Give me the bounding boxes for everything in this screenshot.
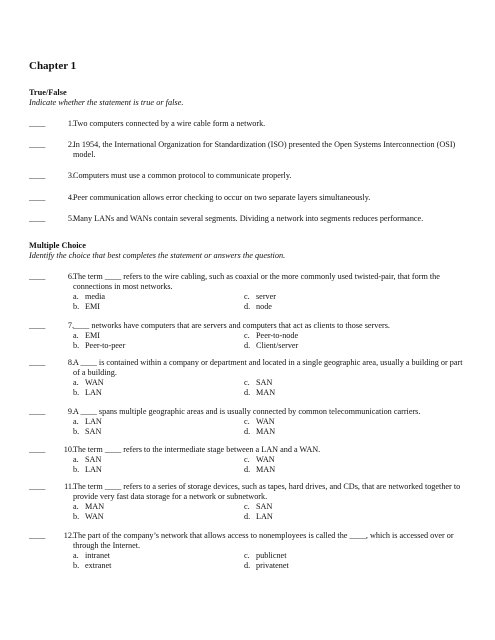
question-number: 6. (67, 272, 74, 281)
question-text: The term ____ refers to the intermediate stage between a LAN and a WAN. (73, 445, 321, 454)
choice-b[interactable]: b. Peer-to-peer (73, 341, 126, 350)
question-text: Many LANs and WANs contain several segments. Dividing a network into segments reduces performance. (73, 214, 424, 223)
answer-blank[interactable]: ____ (29, 358, 46, 367)
answer-blank[interactable]: ____ (29, 482, 46, 491)
question-text: In 1954, the International Organization for Standardization (ISO) presented the Open Systems Interconnection (OSI) model. (73, 140, 456, 159)
answer-blank[interactable]: ____ (29, 407, 46, 416)
choice-c[interactable]: c. publicnet (244, 551, 287, 560)
question-text: The term ____ refers to the wire cabling, such as coaxial or the more commonly used twisted-pair, that form the connections in most networks. (73, 272, 440, 291)
answer-blank[interactable]: ____ (29, 272, 46, 281)
answer-blank[interactable]: ____ (29, 531, 46, 540)
answer-blank[interactable]: ____ (29, 214, 46, 223)
question-text: Peer communication allows error checking to occur on two separate layers simultaneously. (73, 193, 371, 202)
choice-b[interactable]: b. EMI (73, 302, 101, 311)
question-number: 8. (67, 358, 74, 367)
answer-blank[interactable]: ____ (29, 193, 46, 202)
choice-b[interactable]: b. SAN (73, 427, 102, 436)
choice-d[interactable]: d. MAN (244, 427, 276, 436)
mc-section-title: Multiple Choice (29, 241, 86, 250)
question-text: ____ networks have computers that are servers and computers that act as clients to those servers. (73, 321, 390, 330)
question-number: 7. (67, 321, 74, 330)
choice-b[interactable]: b. extranet (73, 561, 112, 570)
choice-c[interactable]: c. WAN (244, 417, 275, 426)
choice-c[interactable]: c. SAN (244, 502, 273, 511)
choice-a[interactable]: a. EMI (73, 331, 101, 340)
question-number: 3. (67, 171, 74, 180)
question-number: 11. (64, 482, 74, 491)
choice-b[interactable]: b. LAN (73, 465, 102, 474)
answer-blank[interactable]: ____ (29, 119, 46, 128)
question-text: Computers must use a common protocol to communicate properly. (73, 171, 292, 180)
choice-a[interactable]: a. WAN (73, 378, 104, 387)
choice-a[interactable]: a. SAN (73, 455, 102, 464)
tf-section-title: True/False (29, 88, 67, 97)
question-text: The term ____ refers to a series of storage devices, such as tapes, hard drives, and CDs, that are networked together to provide very fast data storage for a network or subnetwork. (73, 482, 461, 501)
choice-a[interactable]: a. intranet (73, 551, 111, 560)
question-text: Two computers connected by a wire cable form a network. (73, 119, 266, 128)
question-number: 5. (67, 214, 74, 223)
choice-d[interactable]: d. LAN (244, 512, 273, 521)
tf-section-instructions: Indicate whether the statement is true or false. (29, 98, 184, 107)
question-number: 2. (67, 140, 74, 149)
choice-c[interactable]: c. SAN (244, 378, 273, 387)
choice-b[interactable]: b. WAN (73, 512, 104, 521)
choice-a[interactable]: a. media (73, 292, 106, 301)
chapter-title: Chapter 1 (29, 60, 77, 72)
choice-c[interactable]: c. Peer-to-node (244, 331, 299, 340)
choice-d[interactable]: d. MAN (244, 388, 276, 397)
answer-blank[interactable]: ____ (29, 445, 46, 454)
answer-blank[interactable]: ____ (29, 171, 46, 180)
choice-c[interactable]: c. WAN (244, 455, 275, 464)
question-number: 12. (63, 531, 74, 540)
choice-d[interactable]: d. Client/server (244, 341, 299, 350)
choice-a[interactable]: a. MAN (73, 502, 105, 511)
question-number: 1. (67, 119, 74, 128)
choice-b[interactable]: b. LAN (73, 388, 102, 397)
question-number: 4. (67, 193, 74, 202)
question-text: A ____ spans multiple geographic areas and is usually connected by common telecommunication carriers. (73, 407, 421, 416)
question-text: The part of the company’s network that allows access to nonemployees is called the ____, which is accessed over or through the Internet. (73, 531, 454, 550)
choice-a[interactable]: a. LAN (73, 417, 102, 426)
choice-c[interactable]: c. server (244, 292, 277, 301)
answer-blank[interactable]: ____ (29, 140, 46, 149)
question-text: A ____ is contained within a company or department and located in a single geographic area, usually a building or part of a building. (73, 358, 463, 377)
choice-d[interactable]: d. MAN (244, 465, 276, 474)
question-number: 10. (63, 445, 74, 454)
answer-blank[interactable]: ____ (29, 321, 46, 330)
choice-d[interactable]: d. privatenet (244, 561, 289, 570)
choice-d[interactable]: d. node (244, 302, 272, 311)
mc-section-instructions: Identify the choice that best completes the statement or answers the question. (29, 251, 286, 260)
question-number: 9. (67, 407, 74, 416)
